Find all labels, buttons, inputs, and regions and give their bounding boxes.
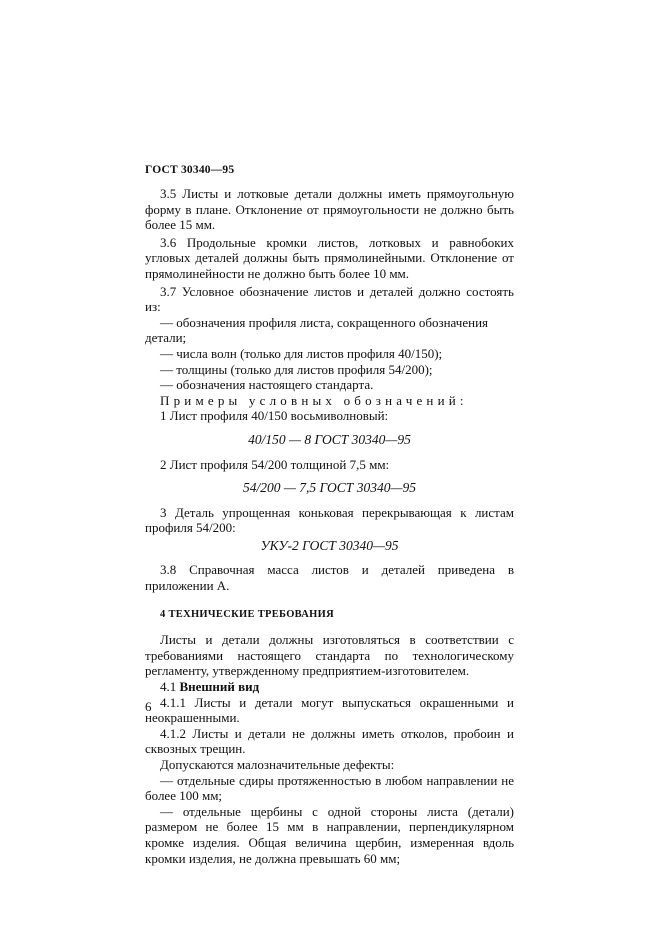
defect-item: — отдельные сдиры протяженностью в любом направлении не более 100 мм; xyxy=(145,772,514,804)
example-1-text: 1 Лист профиля 40/150 восьмиволновый: xyxy=(160,408,389,424)
example-2-text: 2 Лист профиля 54/200 толщиной 7,5 мм: xyxy=(160,456,390,472)
page-number: 6 xyxy=(145,699,152,714)
list-item: — обозначения профиля листа, сокращенного обозначения детали; xyxy=(145,314,489,346)
subsection-4-1-heading xyxy=(145,679,514,695)
section-4-heading: 4 ТЕХНИЧЕСКИЕ ТРЕБОВАНИЯ xyxy=(160,608,334,620)
paragraph-3-8: 3.8 Справочная масса листов и деталей приведена в приложении А. xyxy=(145,562,514,594)
defect-item: — отдельные щербины с одной стороны листа (детали) размером не более 15 мм в направлении, перпендикулярном кромке изделия. Общая величина щербин, измеренная вдоль кромки изделия, не должна превышать 60 мм; xyxy=(145,803,514,866)
paragraph-4-1-2: 4.1.2 Листы и детали не должны иметь отколов, пробоин и сквозных трещин. xyxy=(145,725,514,757)
subsection-number: 4.1 xyxy=(160,679,177,695)
paragraph-allowed-defects: Допускаются малозначительные дефекты: xyxy=(160,757,395,772)
example-2-designation: 54/200 — 7,5 ГОСТ 30340—95 xyxy=(243,480,416,496)
list-item: — обозначения настоящего стандарта. xyxy=(160,377,374,393)
examples-title: Примеры условных обозначений: xyxy=(160,392,468,408)
example-3-text: 3 Деталь упрощенная коньковая перекрывающая к листам профиля 54/200: xyxy=(145,504,514,536)
section-4-intro: Листы и детали должны изготовляться в соответствии с требованиями настоящего стандарта по технологическому регламенту, утвержденному предприятием-изготовителем. xyxy=(145,632,514,679)
paragraph-3-5: 3.5 Листы и лотковые детали должны иметь прямоугольную форму в плане. Отклонение от прямоугольности не должно быть более 15 мм. xyxy=(145,186,514,233)
document-body xyxy=(145,186,514,866)
subsection-title: Внешний вид xyxy=(179,679,260,695)
paragraph-3-6: 3.6 Продольные кромки листов, лотковых и равнобоких угловых деталей должны быть прямолинейными. Отклонение от прямолинейности не должно быть более 10 мм. xyxy=(145,234,514,281)
paragraph-4-1-1: 4.1.1 Листы и детали могут выпускаться окрашенными и неокрашенными. xyxy=(145,694,514,726)
page-header: ГОСТ 30340—95 xyxy=(145,164,235,176)
list-item: — числа волн (только для листов профиля 40/150); xyxy=(160,345,443,361)
example-3-designation: УКУ-2 ГОСТ 30340—95 xyxy=(260,537,399,553)
example-1-designation: 40/150 — 8 ГОСТ 30340—95 xyxy=(248,431,411,447)
list-item: — толщины (только для листов профиля 54/200); xyxy=(160,361,433,377)
paragraph-3-7: 3.7 Условное обозначение листов и деталей должно состоять из: xyxy=(145,283,514,315)
